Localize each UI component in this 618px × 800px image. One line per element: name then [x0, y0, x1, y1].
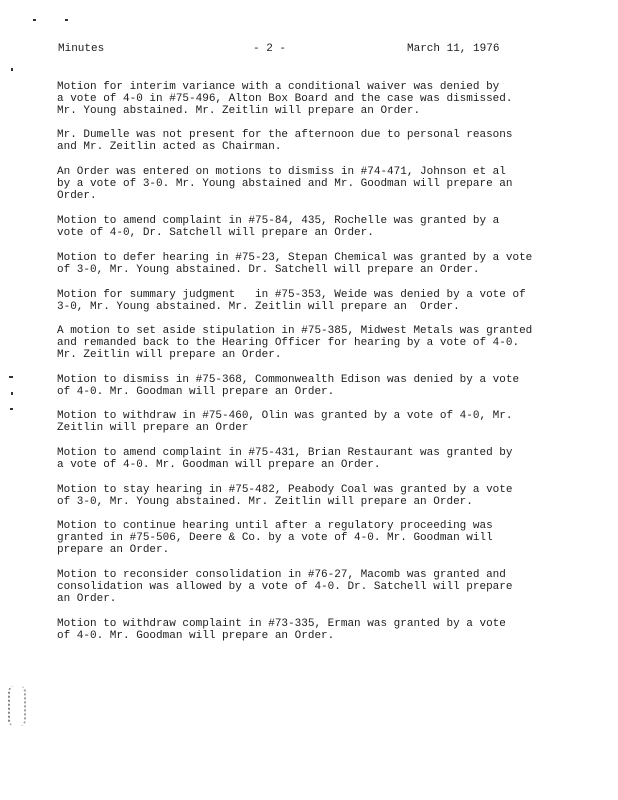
minutes-paragraph: Motion for summary judgment in #75-353, Weide was denied by a vote of 3-0, Mr. Young abstained. Mr. Zeitlin will prepare an Order.	[57, 289, 526, 314]
minutes-paragraph: Mr. Dumelle was not present for the afternoon due to personal reasons and Mr. Zeitlin acted as Chairman.	[57, 129, 513, 154]
minutes-paragraph: Motion to dismiss in #75-368, Commonwealth Edison was denied by a vote of 4-0. Mr. Goodman will prepare an Order.	[57, 374, 520, 399]
scan-smudge	[8, 686, 26, 726]
scan-speck	[11, 68, 13, 71]
minutes-paragraph: Motion to amend complaint in #75-431, Brian Restaurant was granted by a vote of 4-0. Mr. Goodman will prepare an Order.	[57, 447, 513, 472]
minutes-paragraph: Motion to defer hearing in #75-23, Stepan Chemical was granted by a vote of 3-0, Mr. Young abstained. Dr. Satchell will prepare an Order.	[57, 252, 533, 277]
minutes-paragraph: Motion to continue hearing until after a regulatory proceeding was granted in #75-506, Deere & Co. by a vote of 4-0. Mr. Goodman will prepare an Order.	[57, 520, 493, 557]
minutes-paragraph: Motion to withdraw in #75-460, Olin was granted by a vote of 4-0, Mr. Zeitlin will prepare an Order	[57, 410, 513, 435]
minutes-paragraph: Motion to amend complaint in #75-84, 435, Rochelle was granted by a vote of 4-0, Dr. Satchell will prepare an Order.	[57, 215, 500, 240]
minutes-paragraph: Motion to stay hearing in #75-482, Peabody Coal was granted by a vote of 3-0, Mr. Young abstained. Mr. Zeitlin will prepare an Order.	[57, 484, 513, 509]
minutes-paragraph: Motion to reconsider consolidation in #76-27, Macomb was granted and consolidation was allowed by a vote of 4-0. Dr. Satchell will prepare an Order.	[57, 569, 513, 606]
page-number: - 2 -	[253, 43, 287, 55]
scan-speck	[9, 376, 13, 378]
scan-speck	[65, 19, 68, 21]
minutes-paragraph: Motion to withdraw complaint in #73-335, Erman was granted by a vote of 4-0. Mr. Goodman will prepare an Order.	[57, 618, 506, 643]
scan-speck	[33, 19, 36, 21]
minutes-paragraph: An Order was entered on motions to dismiss in #74-471, Johnson et al by a vote of 3-0. Mr. Young abstained and Mr. Goodman will prepare an Order.	[57, 166, 513, 203]
page-header	[58, 43, 528, 57]
header-date: March 11, 1976	[407, 43, 500, 55]
minutes-paragraph: Motion for interim variance with a conditional waiver was denied by a vote of 4-0 in #75-496, Alton Box Board and the case was dismissed. Mr. Young abstained. Mr. Zeitlin will prepare an Order.	[57, 81, 513, 118]
scan-speck	[11, 392, 13, 395]
minutes-paragraph: A motion to set aside stipulation in #75-385, Midwest Metals was granted and remanded back to the Hearing Officer for hearing by a vote of 4-0. Mr. Zeitlin will prepare an Order.	[57, 325, 533, 362]
scan-speck	[10, 408, 13, 410]
header-title: Minutes	[58, 43, 105, 55]
